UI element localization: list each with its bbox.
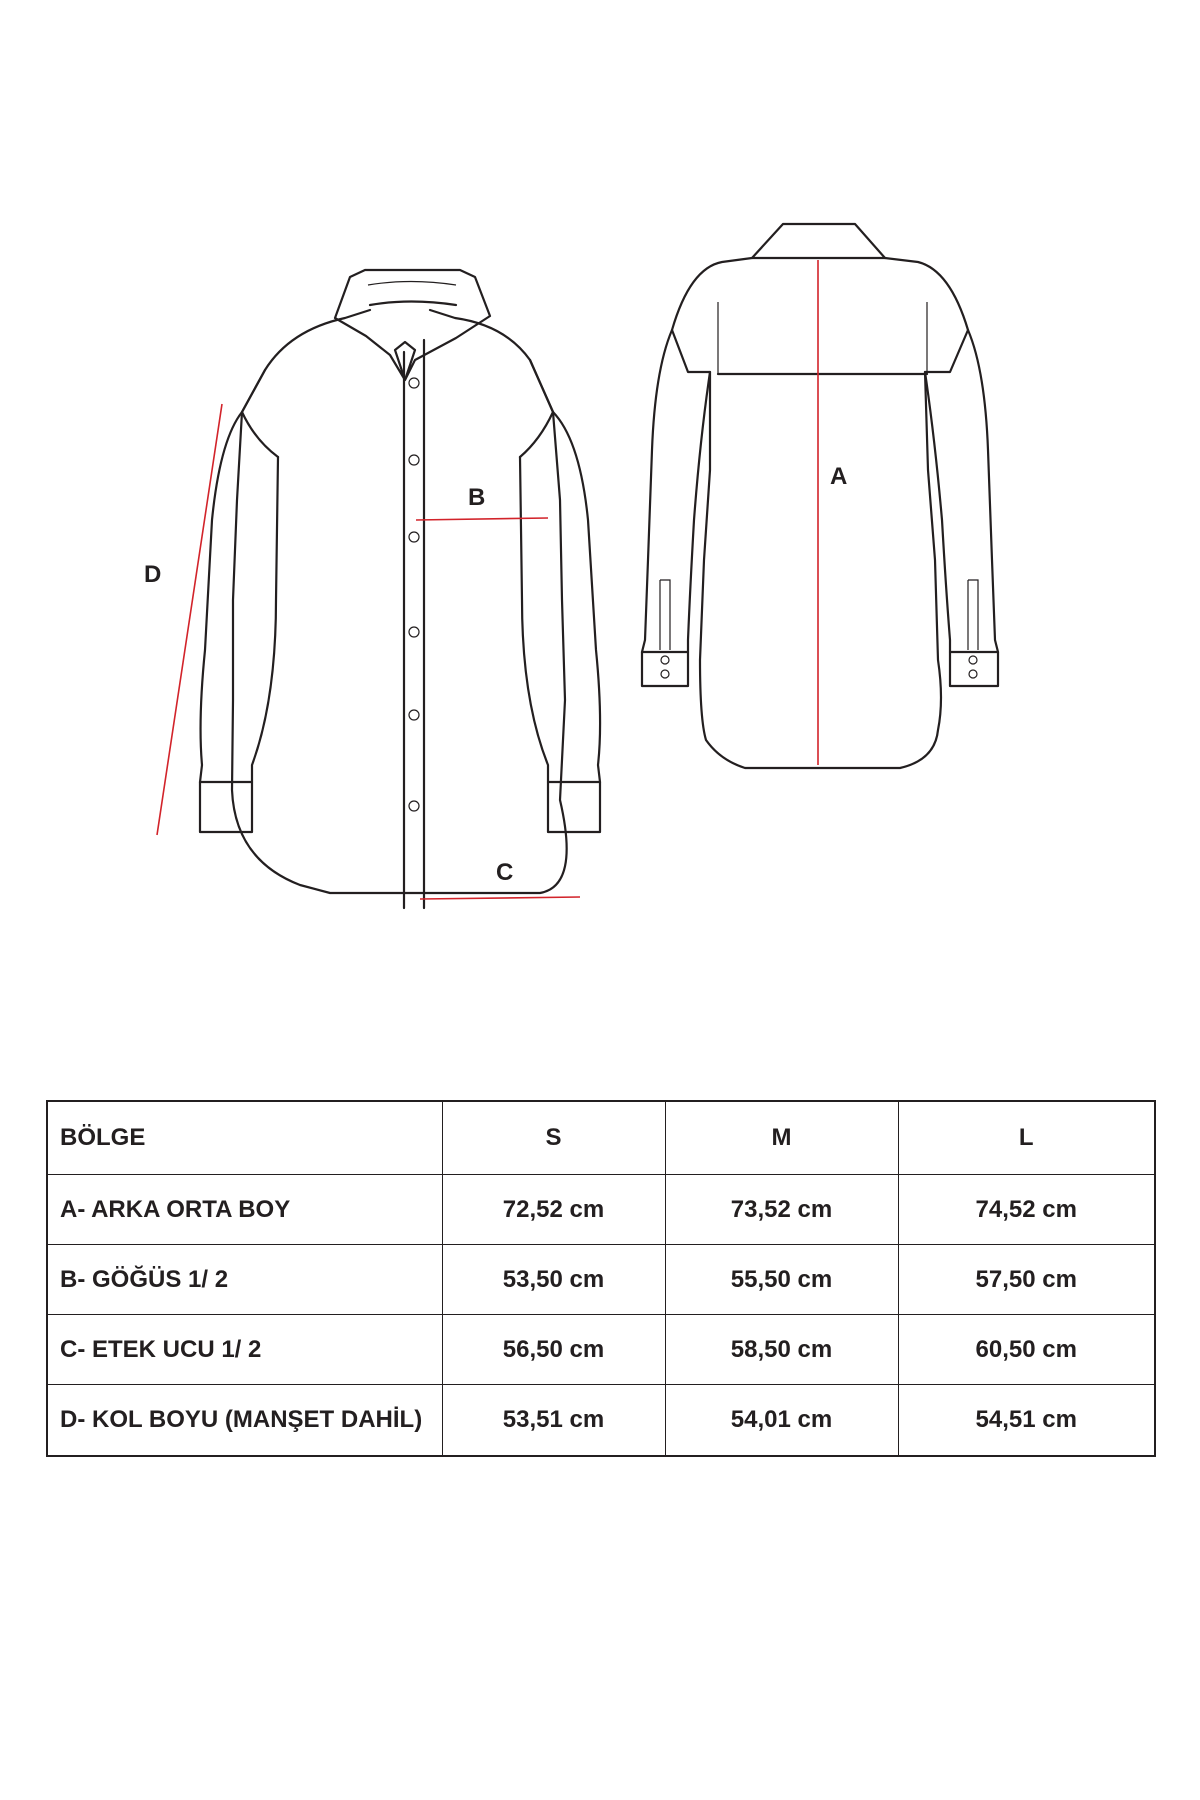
button-icon <box>409 710 419 720</box>
button-icon <box>409 532 419 542</box>
button-icon <box>969 670 977 678</box>
table-row <box>47 1245 1155 1315</box>
front-placket <box>404 340 424 908</box>
row-size-m: 55,50 cm <box>665 1245 898 1315</box>
back-collar <box>752 224 885 258</box>
label-c: C <box>496 859 514 886</box>
header-size-s: S <box>442 1101 665 1175</box>
back-shoulder-seams <box>718 302 927 374</box>
button-icon <box>969 656 977 664</box>
back-right-placket <box>968 580 978 650</box>
row-region: B- GÖĞÜS 1/ 2 <box>47 1245 442 1315</box>
row-size-m: 58,50 cm <box>665 1315 898 1385</box>
row-region: C- ETEK UCU 1/ 2 <box>47 1315 442 1385</box>
table-row <box>47 1175 1155 1245</box>
front-left-cuff <box>200 782 252 832</box>
shirt-front-icon <box>200 270 600 908</box>
label-b: B <box>468 484 486 511</box>
measure-line-b <box>416 518 548 520</box>
button-icon <box>409 627 419 637</box>
row-size-s: 56,50 cm <box>442 1315 665 1385</box>
header-size-l: L <box>898 1101 1155 1175</box>
front-right-sleeve <box>520 412 600 782</box>
row-region: D- KOL BOYU (MANŞET DAHİL) <box>47 1385 442 1457</box>
row-size-m: 73,52 cm <box>665 1175 898 1245</box>
front-buttons <box>409 378 419 811</box>
row-size-s: 72,52 cm <box>442 1175 665 1245</box>
row-size-s: 53,50 cm <box>442 1245 665 1315</box>
back-left-placket <box>660 580 670 650</box>
table-header-row <box>47 1101 1155 1175</box>
header-size-m: M <box>665 1101 898 1175</box>
table-row <box>47 1385 1155 1457</box>
row-size-m: 54,01 cm <box>665 1385 898 1457</box>
table-row <box>47 1315 1155 1385</box>
button-icon <box>409 378 419 388</box>
front-left-armhole <box>242 370 278 457</box>
button-icon <box>661 670 669 678</box>
size-chart-table <box>46 1100 1156 1457</box>
back-body-outline <box>672 258 968 768</box>
header-region: BÖLGE <box>47 1101 442 1175</box>
row-size-l: 74,52 cm <box>898 1175 1155 1245</box>
row-region: A- ARKA ORTA BOY <box>47 1175 442 1245</box>
row-size-s: 53,51 cm <box>442 1385 665 1457</box>
row-size-l: 54,51 cm <box>898 1385 1155 1457</box>
front-body-outline <box>232 310 567 893</box>
button-icon <box>409 455 419 465</box>
row-size-l: 57,50 cm <box>898 1245 1155 1315</box>
front-collar <box>335 270 490 380</box>
measure-line-d <box>157 404 222 835</box>
shirt-back-icon <box>642 224 998 768</box>
button-icon <box>661 656 669 664</box>
front-right-cuff <box>548 782 600 832</box>
button-icon <box>409 801 419 811</box>
measure-line-c <box>420 897 580 899</box>
label-a: A <box>830 463 848 490</box>
label-d: D <box>144 561 162 588</box>
back-left-sleeve <box>642 330 710 652</box>
row-size-l: 60,50 cm <box>898 1315 1155 1385</box>
front-collar-stand <box>368 282 456 286</box>
front-right-armhole <box>520 360 553 457</box>
